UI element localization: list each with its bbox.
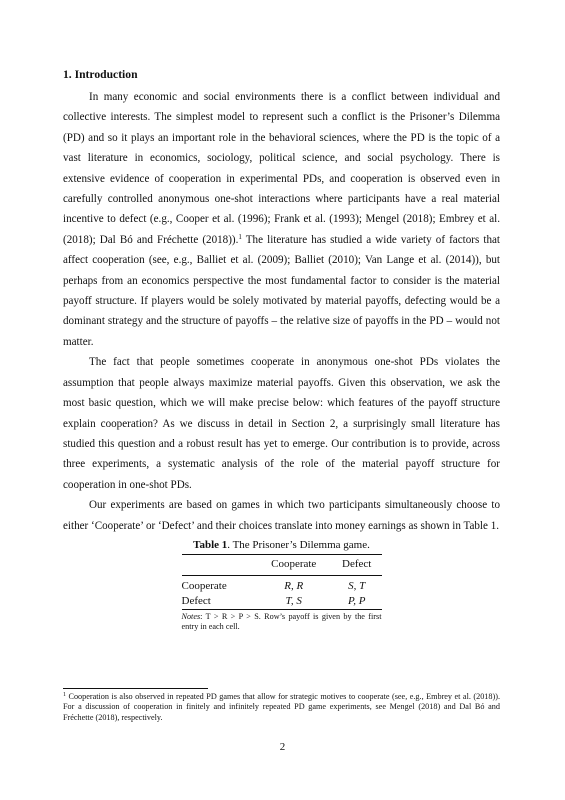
paragraph-1-part-a: In many economic and social environments there is a conflict between individual and collective interests. The simplest model to represent such a conflict is the Prisoner’s Dilemma (PD) and so it plays an important role in the behavioral sciences, where the PD is the topic of a vast literature in economics, sociology, political science, and social psychology. There is extensive evidence of cooperation in experimental PDs, and cooperation is observed even in carefully controlled anonymous one-shot interactions where participants have a real material incentive to defect (e.g., Cooper et al. (1996); Frank et al. (1993); Mengel (2018); Embrey et al. (2018); Dal Bó and Fréchette (2018)).	[63, 91, 500, 246]
table-caption-text: . The Prisoner’s Dilemma game.	[227, 538, 370, 551]
table-notes-text: : T > R > P > S. Row’s payoff is given by the first entry in each cell.	[181, 611, 382, 631]
payoff-matrix	[182, 554, 382, 610]
table-caption	[182, 538, 382, 552]
paragraph-1	[63, 87, 500, 352]
footnote-number: 1	[63, 692, 66, 698]
table-header-cell	[182, 554, 256, 575]
footnote-divider	[63, 688, 208, 689]
table-header-row	[182, 554, 382, 575]
paragraph-3: Our experiments are based on games in which two participants simultaneously choose to either ‘Cooperate’ or ‘Defect’ and their choices translate into money earnings as shown in Table 1.	[63, 499, 500, 532]
table-row	[182, 575, 382, 594]
table-cell: T, S	[285, 594, 302, 607]
page-body	[63, 68, 500, 632]
table-notes-label: Notes	[181, 611, 201, 621]
footnote-text: Cooperation is also observed in repeated PD games that allow for strategic motives to cooperate (see, e.g., Embrey et al. (2018)). For a discussion of cooperation in finitely and infinitely repeated PD game experiments, see Mengel (2018) and Dal Bó and Fréchette (2018), respectively.	[63, 692, 500, 722]
table-header-cell: Defect	[342, 558, 372, 571]
table-caption-label: Table 1	[193, 538, 228, 551]
table-header-cell: Cooperate	[271, 558, 317, 571]
table-cell: P, P	[347, 594, 366, 607]
footnote-marker[interactable]: 1	[238, 232, 242, 241]
payoff-table	[182, 538, 382, 632]
table-notes	[182, 612, 382, 632]
row-label: Defect	[181, 594, 211, 607]
row-label: Cooperate	[181, 579, 227, 592]
footnote	[63, 692, 500, 723]
paragraph-1-part-b: The literature has studied a wide variety of factors that affect cooperation (see, e.g., Balliet et al. (2009); Balliet (2010); Van Lange et al. (2014)), but perhaps from an economics perspective the most fundamental factor to consider is the material payoff structure. If players would be solely motivated by material payoffs, defecting would be a dominant strategy and the structure of payoffs – the relative size of payoffs in the PD – would not matter.	[63, 233, 501, 348]
table-cell: R, R	[284, 579, 304, 592]
table-row	[182, 594, 382, 610]
section-heading: 1. Introduction	[63, 68, 138, 81]
paragraph-2: The fact that people sometimes cooperate in anonymous one-shot PDs violates the assumption that people always maximize material payoffs. Given this observation, we ask the most basic question, which we will make precise below: which features of the payoff structure explain cooperation? As we discuss in detail in Section 2, a surprisingly small literature has studied this question and a robust result has yet to emerge. Our contribution is to provide, across three experiments, a systematic analysis of the role of the material payoff structure for cooperation in one-shot PDs.	[63, 356, 500, 491]
page-number: 2	[279, 741, 286, 753]
table-cell: S, T	[348, 579, 366, 592]
